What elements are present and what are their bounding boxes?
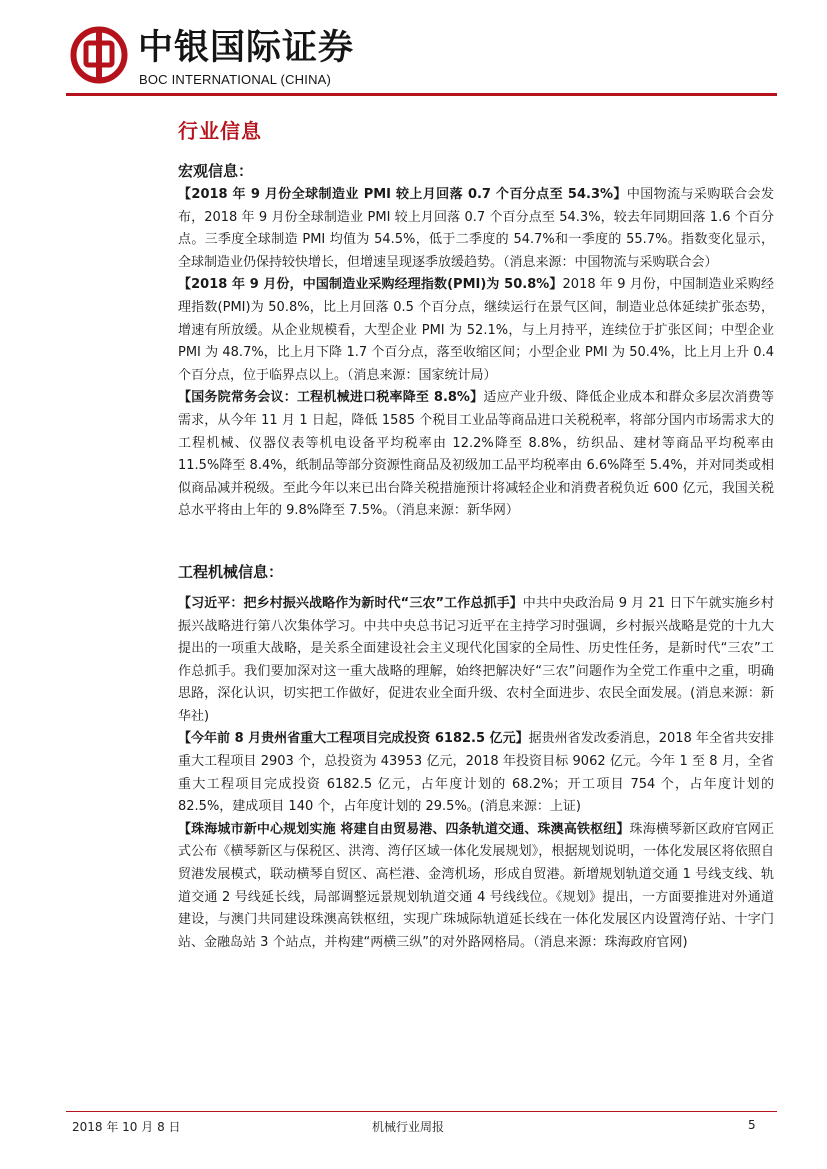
page-header [0, 0, 827, 100]
news-item [178, 274, 774, 387]
section-title: 行业信息 [178, 119, 262, 143]
page-number: 5 [748, 1118, 756, 1132]
brand-name-cn: 中银国际证券 [138, 28, 355, 68]
news-title: 【2018 年 9 月份全球制造业 PMI 较上月回落 0.7 个百分点至 54.3%】 [178, 187, 627, 202]
header-rule [66, 93, 777, 96]
news-title: 【国务院常务会议：工程机械进口税率降至 8.8%】 [178, 390, 484, 406]
macro-heading: 宏观信息： [178, 162, 254, 180]
news-title: 【2018 年 9 月份，中国制造业采购经理指数(PMI)为 50.8%】 [178, 277, 563, 293]
news-body: 中共中央政治局 9 月 21 日下午就实施乡村振兴战略进行第八次集体学习。中共中央总书记习近平在主持学习时强调，乡村振兴战略是党的十九大提出的一项重大战略，是关系全面建设社会主义现代化国家的全局性、历史性任务，是新时代“三农”工作总抓手。我们要加深对这一重大战略的理解，始终把解决好“三农”问题作为全党工作重中之重，明确思路，深化认识，切实把工作做好，促进农业全面升级、农村全面进步、农民全面发展。(消息来源：新华社) [178, 595, 775, 724]
news-body: 据贵州省发改委消息，2018 年全省共安排重大工程项目 2903 个，总投资为 43953 亿元，2018 年投资目标 9062 亿元。今年 1 至 8 月，全省重大工程项目完成投资 6182.5 亿元，占年度计划的 68.2%；开工项目 754 个，占年度计划的 82.5%，建成项目 140 个，占年度计划的 29.5%。(消息来源：上证) [178, 731, 774, 815]
news-body: 中国物流与采购联合会发布，2018 年 9 月份全球制造业 PMI 较上月回落 0.7 个百分点至 54.3%，较去年同期回落 1.6 个百分点。三季度全球制造 PMI 均值为 54.5%，低于二季度的 54.7%和一季度的 55.7%。指数变化显示，全球制造业仍保持较快增长，但增速呈现逐季放缓趋势。（消息来源：中国物流与采购联合会） [178, 187, 774, 270]
brand-name-en: BOC INTERNATIONAL (CHINA) [139, 72, 332, 87]
footer-rule [66, 1111, 777, 1112]
news-title: 【今年前 8 月贵州省重大工程项目完成投资 6182.5 亿元】 [178, 731, 529, 747]
news-item [178, 184, 774, 274]
news-item [178, 728, 774, 818]
section-spacer [178, 523, 774, 559]
boc-logo-icon [70, 26, 128, 84]
news-item [178, 593, 774, 729]
article-body [178, 158, 774, 954]
news-item [178, 819, 774, 955]
news-body: 珠海横琴新区政府官网正式公布《横琴新区与保税区、洪湾、湾仔区域一体化发展规划》，根据规划说明，一体化发展区将依照自贸港发展模式，联动横琴自贸区、高栏港、金湾机场，形成自贸港。新增规划轨道交通 1 号线支线、轨道交通 2 号线延长线，局部调整远景规划轨道交通 4 号线线位。《规划》提出，一方面要推进对外通道建设，与澳门共同建设珠澳高铁枢纽，实现广珠城际轨道延长线在一体化发展区内设置湾仔站、十字门站、金融岛站 3 个站点，并构建“两横三纵”的对外路网格局。（消息来源：珠海政府官网) [178, 821, 774, 950]
report-date: 2018 年 10 月 8 日 [72, 1120, 181, 1134]
news-title: 【珠海城市新中心规划实施 将建自由贸易港、四条轨道交通、珠澳高铁枢纽】 [178, 821, 630, 837]
news-item [178, 387, 774, 523]
machinery-heading: 工程机械信息： [178, 562, 284, 581]
news-title: 【习近平：把乡村振兴战略作为新时代“三农”工作总抓手】 [178, 595, 523, 611]
news-body: 适应产业升级、降低企业成本和群众多层次消费等需求，从今年 11 月 1 日起，降低 1585 个税目工业品等商品进口关税税率，将部分国内市场需求大的工程机械、仪器仪表等机电设备平均税率由 12.2%降至 8.8%，纺织品、建材等商品平均税率由 11.5%降至 8.4%，纸制品等部分资源性商品及初级加工品平均税率由 6.6%降至 5.4%，并对同类或相似商品减并税级。至此今年以来已出台降关税措施预计将减轻企业和消费者税负近 600 亿元，我国关税总水平将由上年的 9.8%降至 7.5%。（消息来源：新华网） [178, 390, 774, 519]
news-body: 2018 年 9 月份，中国制造业采购经理指数(PMI)为 50.8%，比上月回落 0.5 个百分点，继续运行在景气区间，制造业总体延续扩张态势，增速有所放缓。从企业规模看，大型企业 PMI 为 52.1%，与上月持平，连续位于扩张区间；中型企业 PMI 为 48.7%，比上月下降 1.7 个百分点，落至收缩区间；小型企业 PMI 为 50.4%，比上月上升 0.4 个百分点，位于临界点以上。（消息来源：国家统计局） [178, 277, 774, 383]
report-type: 机械行业周报 [372, 1120, 445, 1134]
heading-spacer [178, 585, 774, 593]
